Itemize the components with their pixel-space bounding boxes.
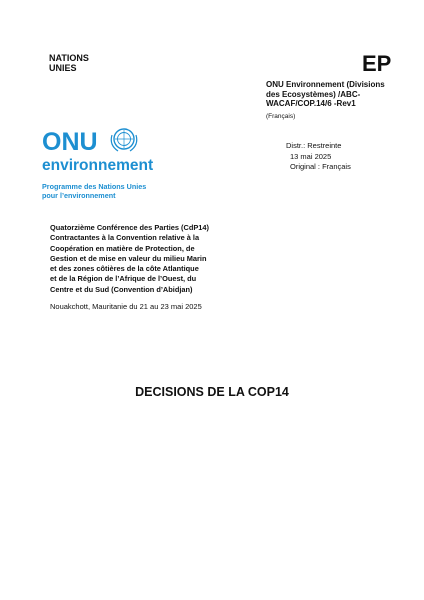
distribution-block bbox=[286, 141, 396, 173]
org-name bbox=[49, 53, 129, 73]
conference-line: Contractantes à la Convention relative à la bbox=[50, 233, 200, 243]
conference-line: Quatorzième Conférence des Parties (CdP14) bbox=[50, 223, 209, 232]
org-name-line-1: NATIONS bbox=[49, 53, 89, 63]
document-code: EP bbox=[362, 51, 392, 76]
conference-line: Centre et du Sud (Convention d’Abidjan) bbox=[50, 284, 193, 294]
conference-line: et des zones côtières de la côte Atlantique bbox=[50, 264, 199, 274]
conference-line: et de la Région de l’Afrique de l’Ouest, du bbox=[50, 274, 197, 284]
distribution-date: 13 mai 2025 bbox=[290, 151, 332, 161]
document-title: DECISIONS DE LA COP14 bbox=[135, 385, 289, 399]
conference-place-dates: Nouakchott, Mauritanie du 21 au 23 mai 2025 bbox=[50, 302, 202, 311]
org-name-line-2: UNIES bbox=[49, 63, 77, 73]
unep-logo bbox=[42, 126, 162, 206]
logo-tagline-line-1: Programme des Nations Unies bbox=[42, 182, 147, 191]
un-emblem-icon bbox=[111, 129, 137, 151]
logo-tagline-line-2: pour l’environnement bbox=[42, 191, 116, 200]
conference-line: Coopération en matière de Protection, de bbox=[50, 243, 195, 253]
conference-line: Gestion et de mise en valeur du milieu Marin bbox=[50, 253, 207, 263]
distribution-original: Original : Français bbox=[290, 162, 351, 171]
conference-title bbox=[50, 223, 232, 295]
distribution-line: Distr.: Restreinte bbox=[286, 141, 342, 150]
document-symbol bbox=[266, 80, 396, 109]
document-symbol-line-3: WACAF/COP.14/6 -Rev1 bbox=[266, 99, 356, 108]
document-symbol-line-1: ONU Environnement (Divisions bbox=[266, 80, 385, 89]
document-symbol-line-2: des Ecosystèmes) /ABC- bbox=[266, 89, 361, 99]
logo-wordmark-top: ONU bbox=[42, 128, 98, 156]
logo-wordmark-bottom: environnement bbox=[42, 157, 154, 174]
language-note: (Français) bbox=[266, 113, 296, 120]
